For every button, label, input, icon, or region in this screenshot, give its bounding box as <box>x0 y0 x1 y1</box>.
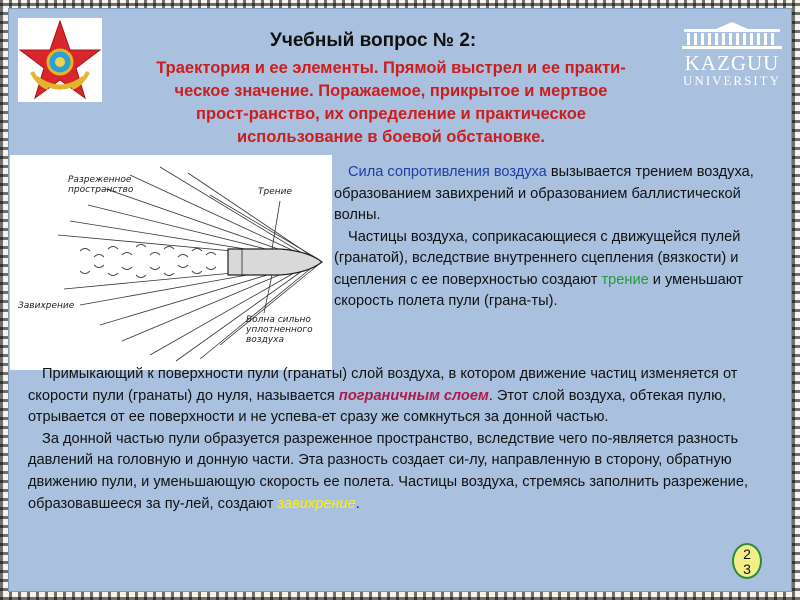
subtitle-line: использование в боевой обстановке. <box>236 128 546 146</box>
label-compressed-wave <box>246 315 313 345</box>
red-star-emblem-icon <box>18 18 102 102</box>
text-run: . Этот слой воздуха, обтекая пулю, отрывается от ее поверхности и не успева-ет сразу же сомкнуться за донной частью. <box>28 387 727 426</box>
subtitle-line: Траектория и ее элементы. Прямой выстрел и ее практи- <box>156 59 626 77</box>
label-line: Разреженное <box>68 175 132 185</box>
label-line: Волна сильно <box>246 315 311 325</box>
paragraph <box>28 364 780 429</box>
paragraph <box>334 162 784 227</box>
label-friction: Трение <box>258 187 293 197</box>
text-run: . <box>355 495 360 512</box>
topic-subtitle <box>104 57 678 149</box>
page-title: Учебный вопрос № 2: <box>270 30 477 51</box>
page-digit-bottom: 3 <box>743 561 751 577</box>
paragraph <box>28 429 780 515</box>
term-air-resistance: Сила сопротивления воздуха <box>348 164 547 180</box>
right-text-block <box>334 162 784 313</box>
text-run: Частицы воздуха, соприкасающиеся с движущейся пулей (гранатой), вследствие внутреннего сцепления (вязкости) и сцепления с ее поверхностью создают <box>334 228 741 288</box>
page-digit-top: 2 <box>743 546 751 562</box>
page-number-badge <box>732 543 762 579</box>
subtitle-line: прост-ранство, их определение и практическое <box>196 105 586 123</box>
university-building-icon <box>680 22 784 50</box>
label-vortex: Завихрение <box>18 301 75 311</box>
subtitle-line: ческое значение. Поражаемое, прикрытое и мертвое <box>174 82 608 100</box>
label-line: воздуха <box>246 335 284 345</box>
term-friction: трение <box>601 271 649 288</box>
label-rarefied-space <box>68 175 133 195</box>
term-vortex: завихрение <box>277 495 356 512</box>
bullet-airflow-diagram <box>10 155 332 370</box>
paragraph <box>334 227 784 313</box>
text-run: и уменьшают скорость полета пули (грана-ты). <box>334 271 744 309</box>
university-logo <box>678 22 786 100</box>
text-run: Примыкающий к поверхности пули (гранаты) слой воздуха, в котором движение частиц изменяется от скорости пули (гранаты) до нуля, называется <box>28 366 738 404</box>
term-boundary-layer: пограничным слоем <box>338 387 489 404</box>
text-run: За донной частью пули образуется разреженное пространство, вследствие чего по-является разность давлений на головную и донную части. Эта разность создает си-лу, направленную в сторону, обратную движению пули, и уменьшающую скорость ее полета. Частицы воздуха, стремясь заполнить разрежение, образовавшееся за пу-лей, создают <box>28 430 748 512</box>
university-sub: UNIVERSITY <box>683 73 781 88</box>
university-name: KAZGUU <box>684 51 780 75</box>
label-line: уплотненного <box>246 325 313 335</box>
text-run: вызывается трением воздуха, образованием завихрений и образованием баллистической волны. <box>334 164 754 223</box>
label-line: пространство <box>68 185 134 195</box>
bottom-text-block <box>28 364 780 515</box>
